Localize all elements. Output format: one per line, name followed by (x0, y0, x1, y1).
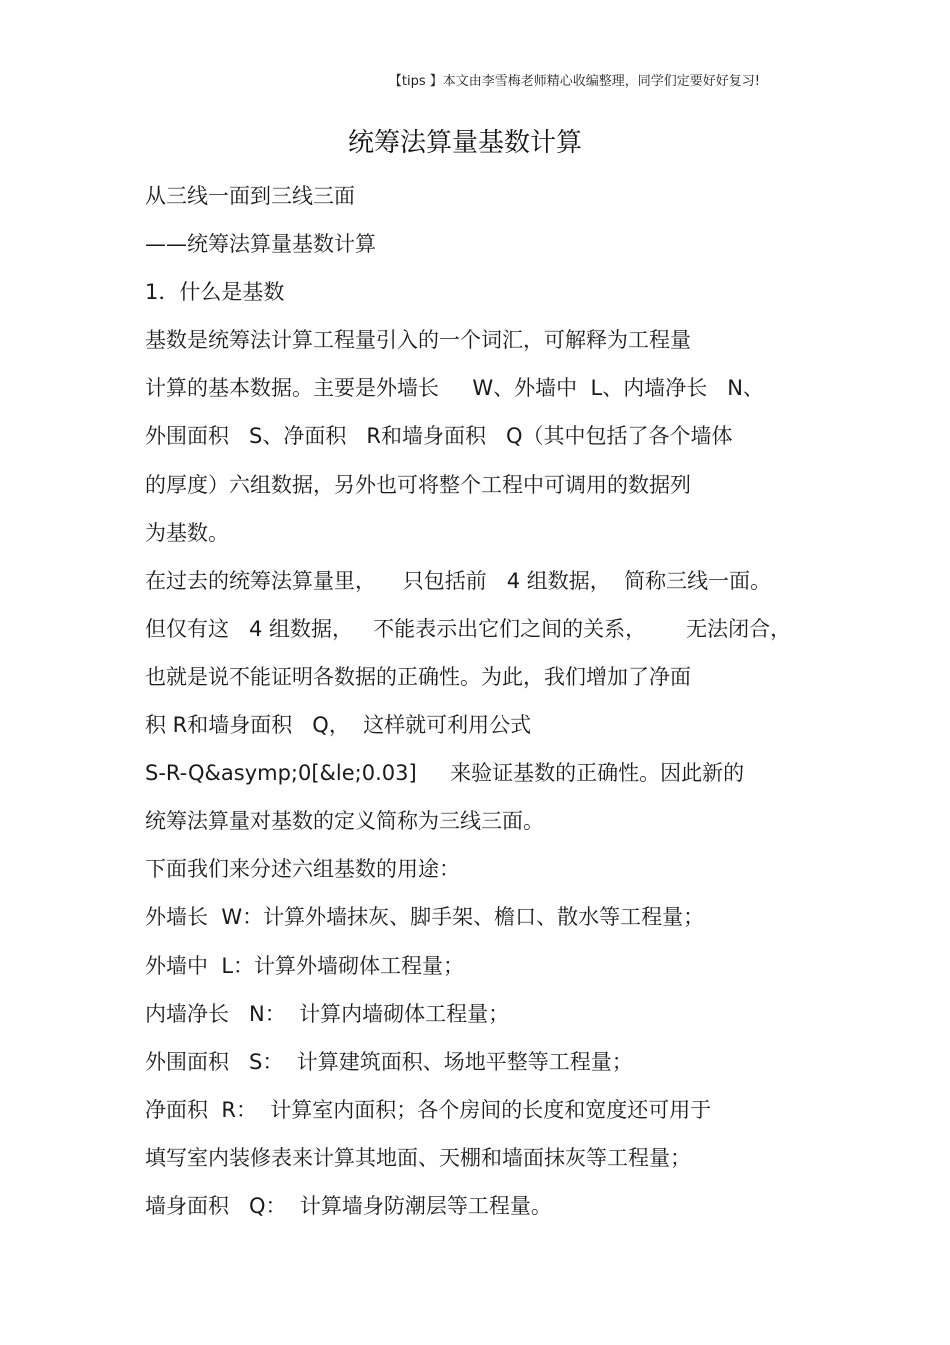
paragraph-line: 净面积 R： 计算室内面积；各个房间的长度和宽度还可用于 (145, 1097, 712, 1122)
document-body (145, 178, 825, 1236)
paragraph-line: 外围面积 S、净面积 R和墙身面积 Q（其中包括了各个墙体 (145, 424, 733, 449)
paragraph-line: 统筹法算量对基数的定义简称为三线三面。 (145, 809, 544, 834)
paragraph-line: 填写室内装修表来计算其地面、天棚和墙面抹灰等工程量； (145, 1145, 691, 1170)
header-tip: 【tips 】本文由李雪梅老师精心收编整理，同学们定要好好复习! (388, 74, 760, 89)
paragraph-line: 外墙长 W：计算外墙抹灰、脚手架、檐口、散水等工程量； (145, 905, 705, 930)
paragraph-line: 1．什么是基数 (145, 280, 285, 305)
paragraph-line: S-R-Q&asymp;0[&le;0.03] 来验证基数的正确性。因此新的 (145, 761, 745, 786)
paragraph-line: 但仅有这 4 组数据， 不能表示出它们之间的关系， 无法闭合， (145, 616, 792, 641)
paragraph-line: 计算的基本数据。主要是外墙长 W、外墙中 L、内墙净长 N、 (145, 376, 764, 401)
paragraph-line: 外围面积 S： 计算建筑面积、场地平整等工程量； (145, 1049, 633, 1074)
paragraph-line: 从三线一面到三线三面 (145, 184, 355, 208)
paragraph-line: 下面我们来分述六组基数的用途： (145, 857, 460, 882)
paragraph-line: 也就是说不能证明各数据的正确性。为此，我们增加了净面 (145, 664, 691, 689)
paragraph-line: 基数是统筹法计算工程量引入的一个词汇，可解释为工程量 (145, 328, 691, 353)
paragraph-line: 外墙中 L：计算外墙砌体工程量； (145, 953, 465, 978)
paragraph-line: 的厚度）六组数据，另外也可将整个工程中可调用的数据列 (145, 472, 691, 497)
paragraph-line: 在过去的统筹法算量里， 只包括前 4 组数据， 简称三线一面。 (145, 568, 772, 593)
paragraph-line: 为基数。 (145, 520, 229, 545)
paragraph-line: ——统筹法算量基数计算 (145, 232, 376, 257)
page-title: 统筹法算量基数计算 (347, 128, 582, 158)
paragraph-line: 内墙净长 N： 计算内墙砌体工程量； (145, 1001, 510, 1026)
paragraph-line: 墙身面积 Q： 计算墙身防潮层等工程量。 (145, 1193, 552, 1218)
paragraph-line: 积 R和墙身面积 Q， 这样就可利用公式 (145, 713, 532, 738)
